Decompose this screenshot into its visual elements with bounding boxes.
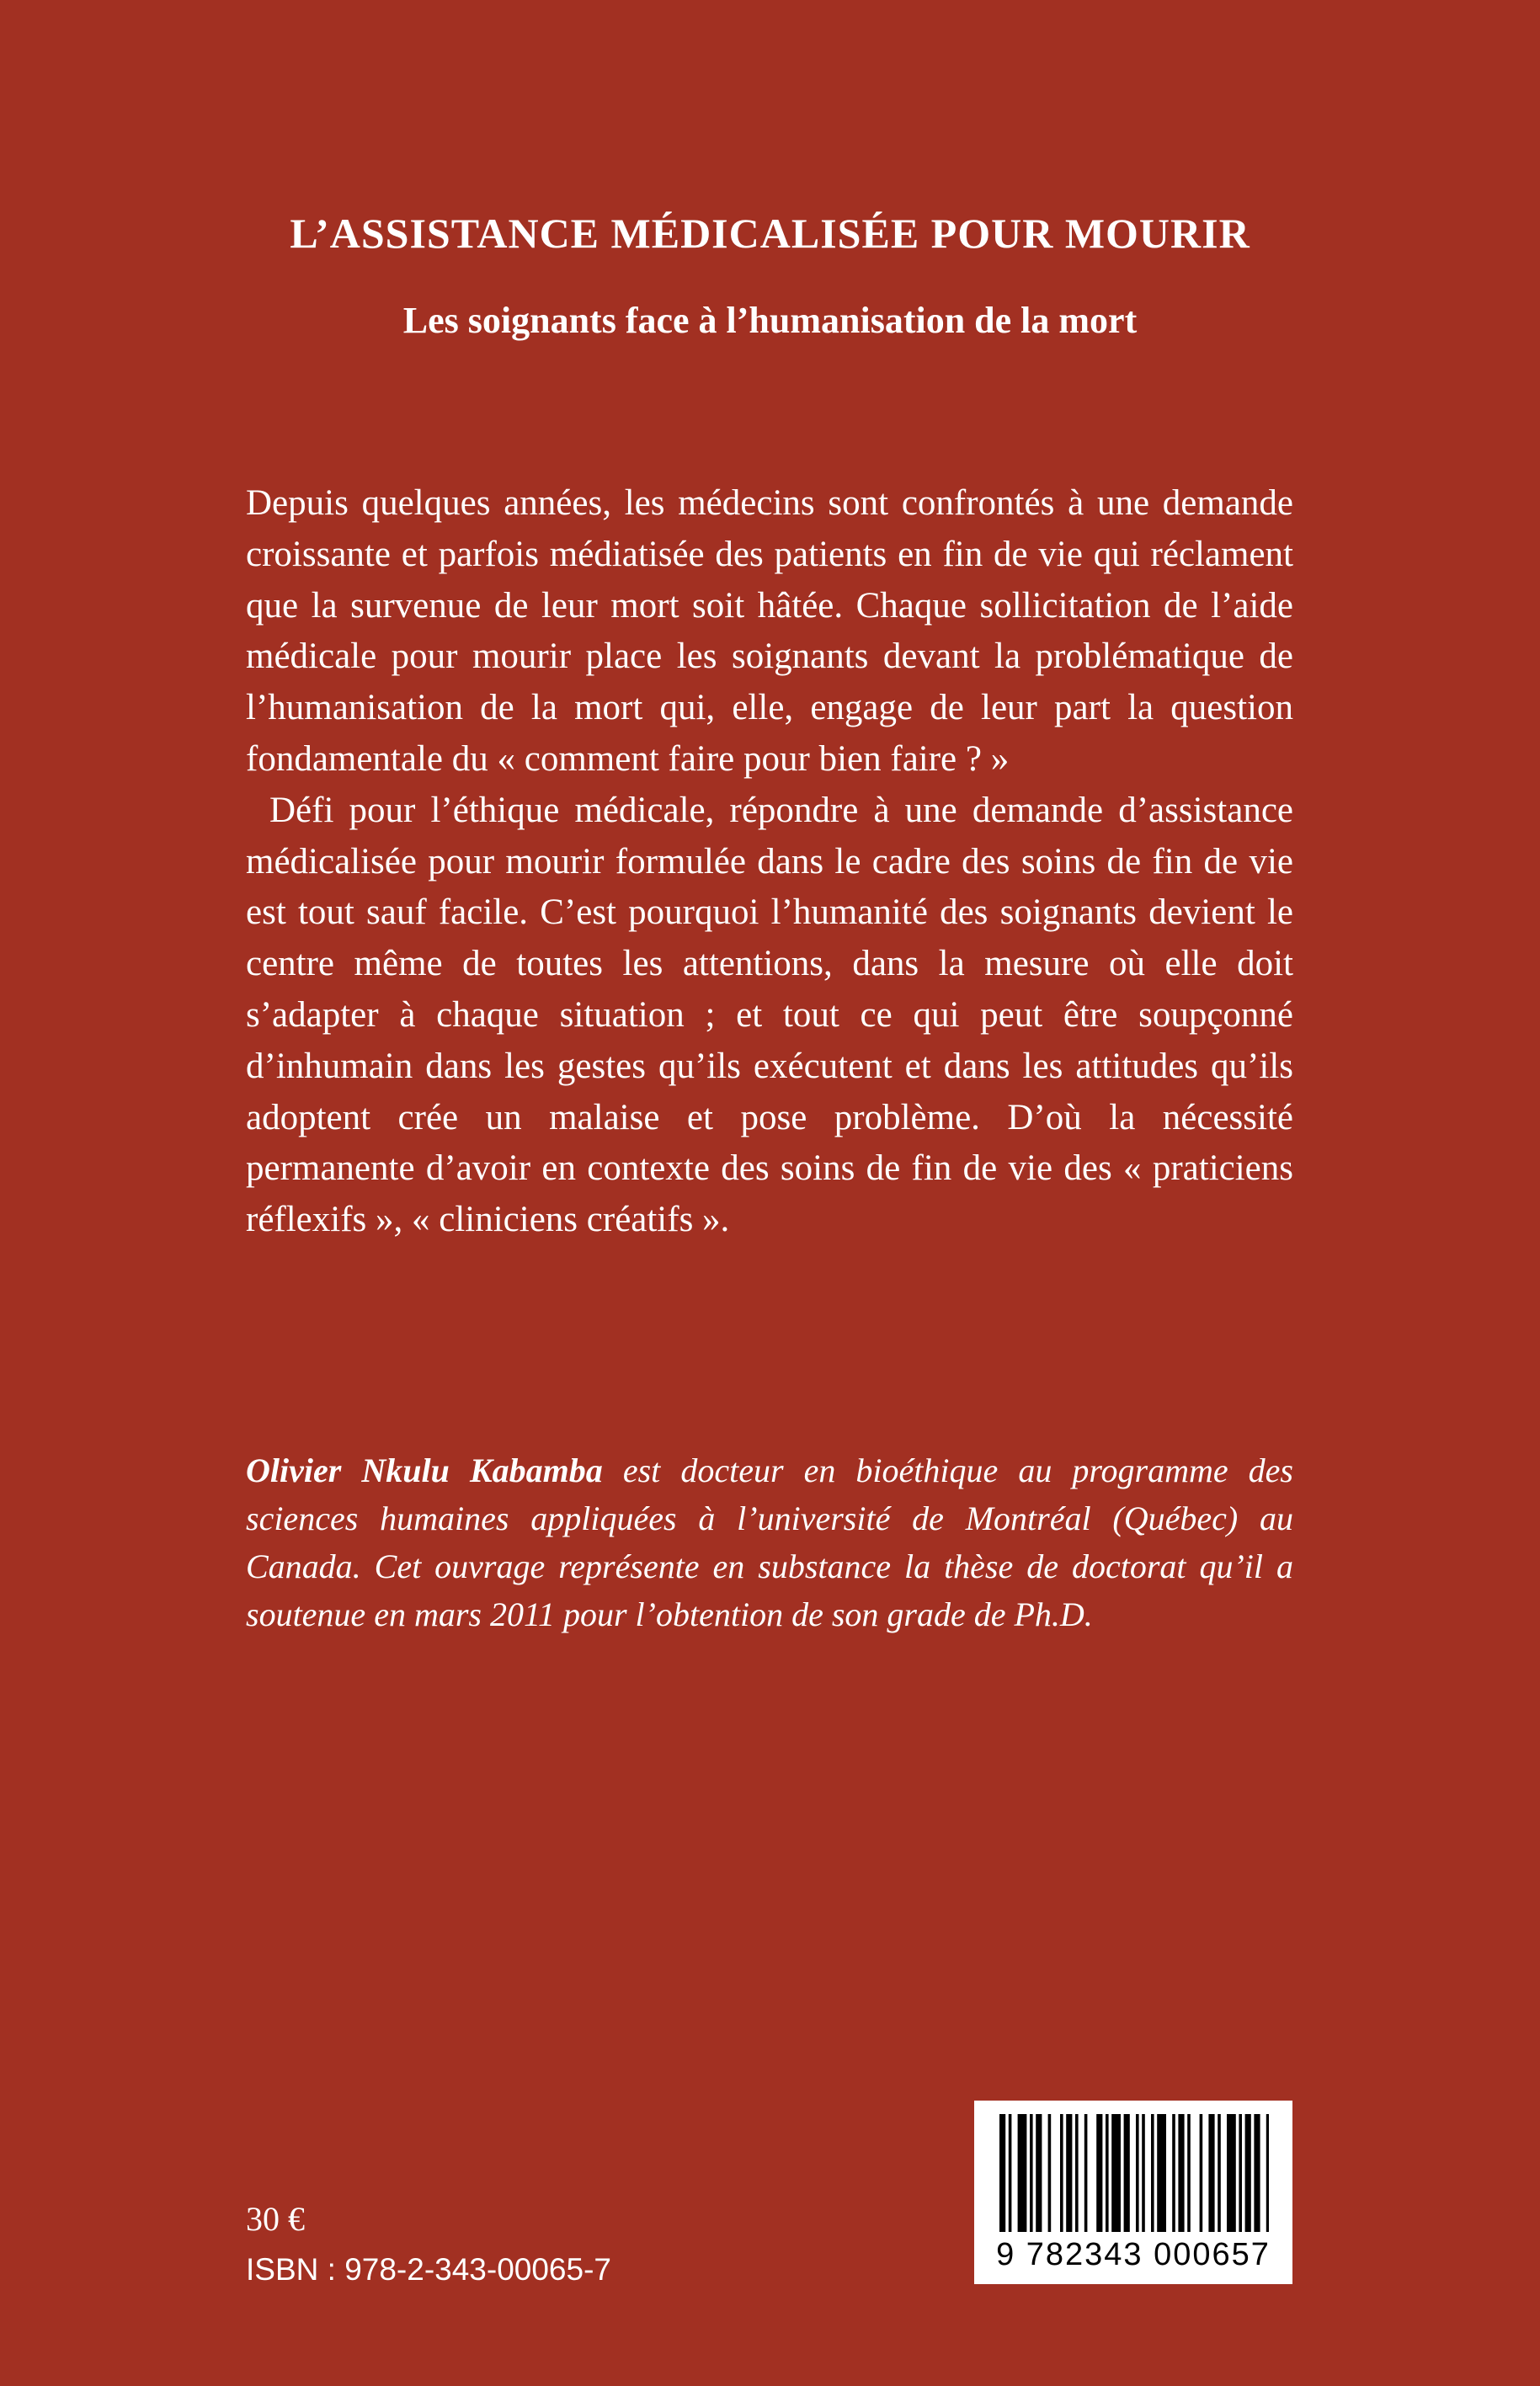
price-label: 30 € <box>246 2200 305 2238</box>
author-bio <box>246 1446 1293 1638</box>
isbn-label: ISBN : 978-2-343-00065-7 <box>246 2252 611 2287</box>
barcode-bar <box>1178 2114 1184 2232</box>
barcode <box>974 2101 1292 2284</box>
barcode-bar <box>999 2114 1005 2232</box>
barcode-bar <box>1106 2114 1109 2232</box>
barcode-bar <box>1208 2114 1214 2232</box>
barcode-bar <box>1239 2114 1242 2232</box>
barcode-bar <box>1030 2114 1033 2232</box>
barcode-bar <box>1227 2114 1236 2232</box>
barcode-bar <box>1009 2114 1012 2232</box>
barcode-bar <box>1060 2114 1063 2232</box>
author-bio-text: est docteur en bioéthique au programme des sciences humaines appliquées à l’université de Montréal (Québec) au Canada. Cet ouvrage représente en substance la thèse de doctorat qu’il a soutenue en mars 2011 pour l’obtention de son grade de Ph.D. <box>246 1451 1294 1633</box>
barcode-bar <box>1245 2114 1251 2232</box>
barcode-bar <box>1157 2114 1166 2232</box>
barcode-bar <box>1266 2114 1269 2232</box>
barcode-bar <box>1048 2114 1052 2232</box>
barcode-bar <box>1218 2114 1221 2232</box>
barcode-digits: 9 782343 000657 <box>996 2237 1271 2272</box>
barcode-bar <box>1124 2114 1130 2232</box>
barcode-bar <box>1096 2114 1102 2232</box>
barcode-bar <box>1136 2114 1139 2232</box>
barcode-bar <box>1172 2114 1175 2232</box>
barcode-bar <box>1075 2114 1079 2232</box>
barcode-bar <box>1254 2114 1260 2232</box>
barcode-bar <box>1200 2114 1203 2232</box>
back-cover-blurb <box>246 478 1293 1246</box>
barcode-bar <box>1066 2114 1072 2232</box>
blurb-paragraph-1: Depuis quelques années, les médecins sont confrontés à une demande croissante et parfois médiatisée des patients en fin de vie qui réclament que la survenue de leur mort soit hâtée. Chaque sollicitation de l’aide médicale pour mourir place les soignants devant la problématique de l’humanisation de la mort qui, elle, engage de leur part la question fondamentale du « comment faire pour bien faire ? » <box>246 483 1293 779</box>
book-title: L’ASSISTANCE MÉDICALISÉE POUR MOURIR <box>290 210 1250 257</box>
barcode-bar <box>1084 2114 1088 2232</box>
blurb-paragraph-2: Défi pour l’éthique médicale, répondre à une demande d’assistance médicalisée pour mourir formulée dans le cadre des soins de fin de vie est tout sauf facile. C’est pourquoi l’humanité des soignants devient le centre même de toutes les attentions, dans la mesure où elle doit s’adapter à chaque situation ; et tout ce qui peut être soupçonné d’inhumain dans les gestes qu’ils exécutent et dans les attitudes qu’ils adoptent crée un malaise et pose problème. D’où la nécessité permanente d’avoir en contexte des soins de fin de vie des « praticiens réflexifs », « cliniciens créatifs ». <box>246 790 1293 1240</box>
barcode-bar <box>1187 2114 1191 2232</box>
book-subtitle: Les soignants face à l’humanisation de la mort <box>402 300 1138 341</box>
barcode-bar <box>1018 2114 1027 2232</box>
barcode-bar <box>1036 2114 1042 2232</box>
barcode-bar <box>1111 2114 1121 2232</box>
barcode-bar <box>1151 2114 1154 2232</box>
barcode-bar <box>1142 2114 1145 2232</box>
author-name: Olivier Nkulu Kabamba <box>246 1451 603 1489</box>
